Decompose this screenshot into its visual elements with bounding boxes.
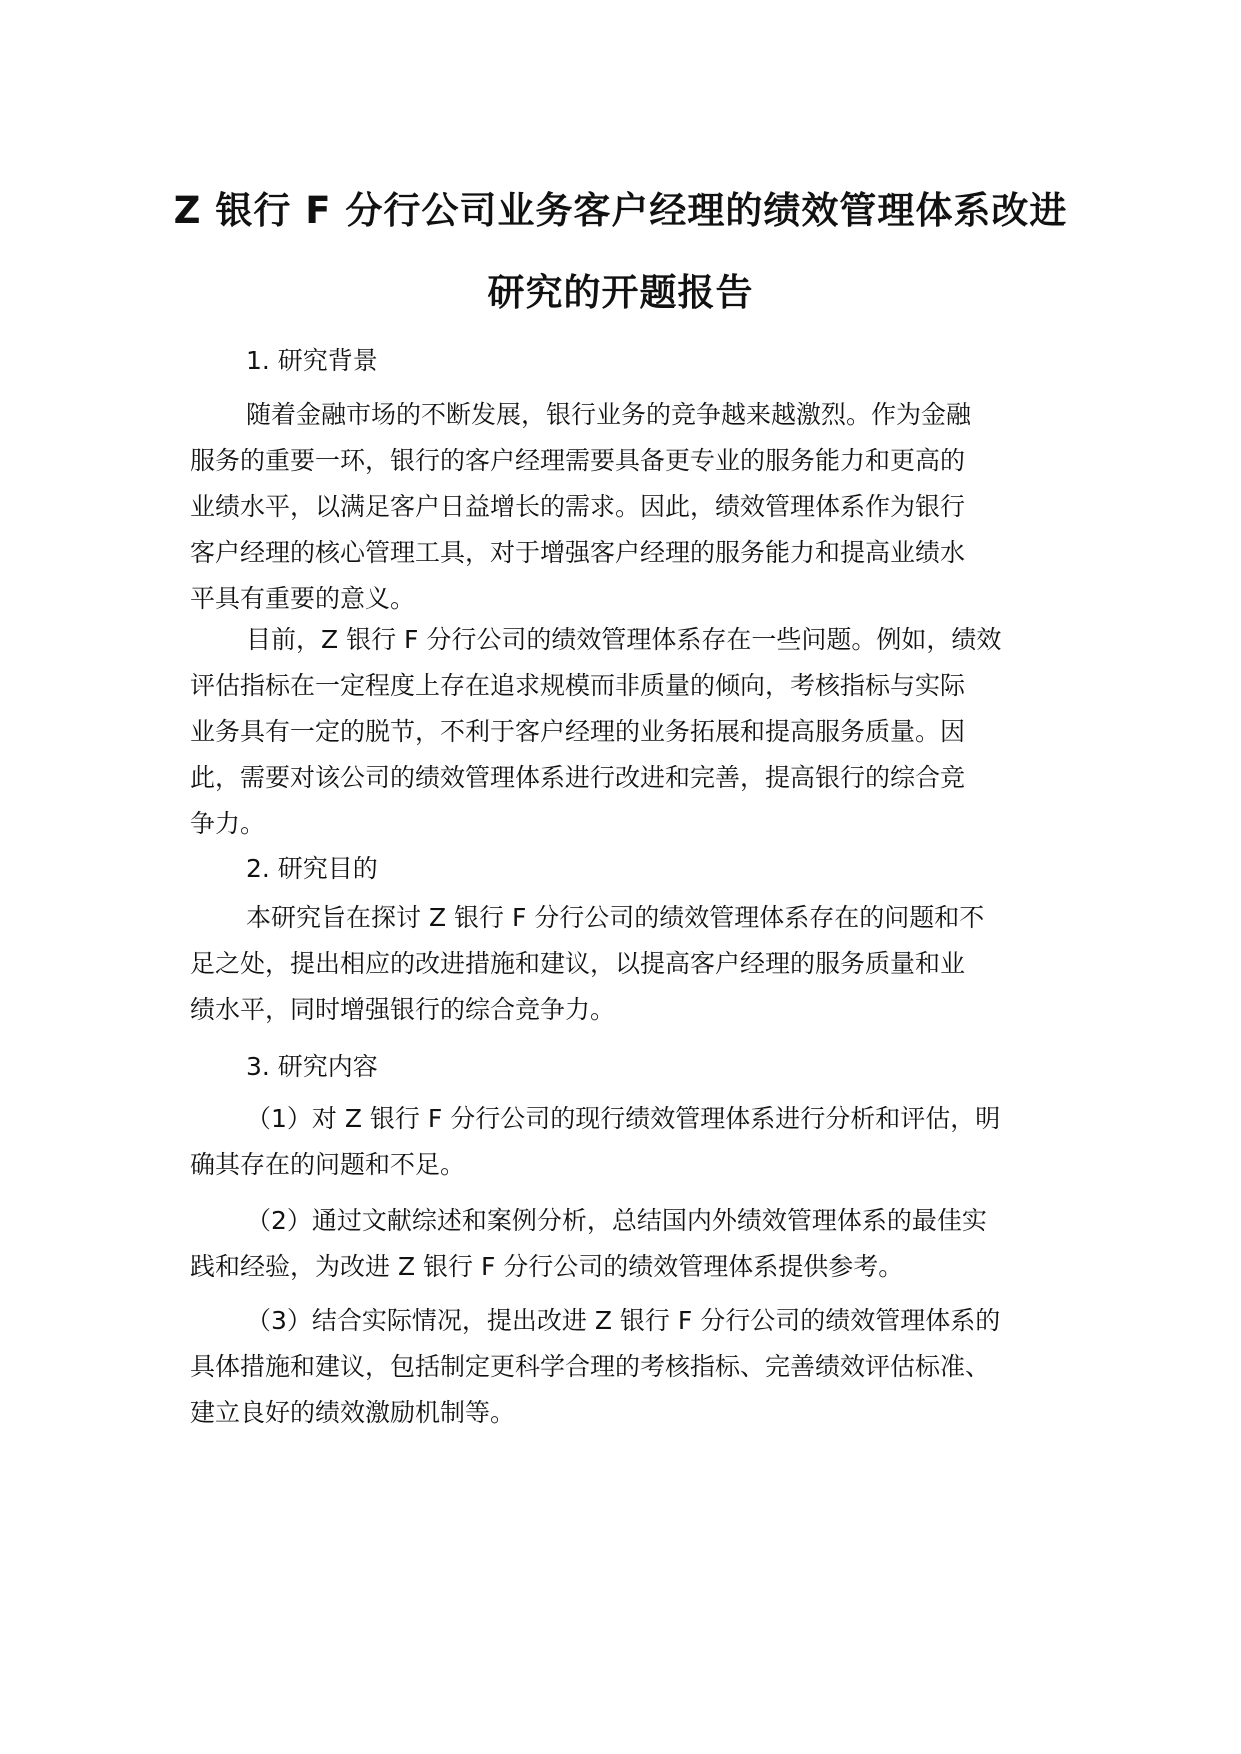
text-line: 目前，Z 银行 F 分行公司的绩效管理体系存在一些问题。例如，绩效 [246,625,1002,654]
text-line: 平具有重要的意义。 [190,584,416,613]
document-title-line-2: 研究的开题报告 [487,271,754,314]
text-line: 绩水平，同时增强银行的综合竞争力。 [190,995,616,1024]
text-line: 建立良好的绩效激励机制等。 [190,1398,516,1427]
paragraph-content-1 [190,1096,1070,1188]
document-title-line-1: Z 银行 F 分行公司业务客户经理的绩效管理体系改进 [173,189,1068,232]
section-heading-content: 3. 研究内容 [246,1052,378,1081]
text-line: （1）对 Z 银行 F 分行公司的现行绩效管理体系进行分析和评估，明 [246,1104,1001,1133]
text-line: 随着金融市场的不断发展，银行业务的竞争越来越激烈。作为金融 [246,400,972,429]
text-line: 客户经理的核心管理工具，对于增强客户经理的服务能力和提高业绩水 [190,538,966,567]
paragraph-background-1 [190,392,1070,622]
text-line: （3）结合实际情况，提出改进 Z 银行 F 分行公司的绩效管理体系的 [246,1306,1001,1335]
section-heading-purpose: 2. 研究目的 [246,854,378,883]
text-line: 评估指标在一定程度上存在追求规模而非质量的倾向，考核指标与实际 [190,671,966,700]
section-heading-background: 1. 研究背景 [246,346,378,375]
text-line: （2）通过文献综述和案例分析，总结国内外绩效管理体系的最佳实 [246,1206,987,1235]
text-line: 此，需要对该公司的绩效管理体系进行改进和完善，提高银行的综合竞 [190,763,966,792]
text-line: 践和经验，为改进 Z 银行 F 分行公司的绩效管理体系提供参考。 [190,1252,904,1281]
text-line: 业务具有一定的脱节，不利于客户经理的业务拓展和提高服务质量。因 [190,717,966,746]
text-line: 争力。 [190,809,266,838]
paragraph-background-2 [190,617,1070,847]
text-line: 服务的重要一环，银行的客户经理需要具备更专业的服务能力和更高的 [190,446,966,475]
text-line: 业绩水平，以满足客户日益增长的需求。因此，绩效管理体系作为银行 [190,492,966,521]
paragraph-content-3 [190,1298,1070,1436]
text-line: 确其存在的问题和不足。 [190,1150,466,1179]
paragraph-content-2 [190,1198,1070,1290]
paragraph-purpose [190,895,1070,1033]
text-line: 本研究旨在探讨 Z 银行 F 分行公司的绩效管理体系存在的问题和不 [246,903,985,932]
text-line: 具体措施和建议，包括制定更科学合理的考核指标、完善绩效评估标准、 [190,1352,991,1381]
text-line: 足之处，提出相应的改进措施和建议，以提高客户经理的服务质量和业 [190,949,966,978]
